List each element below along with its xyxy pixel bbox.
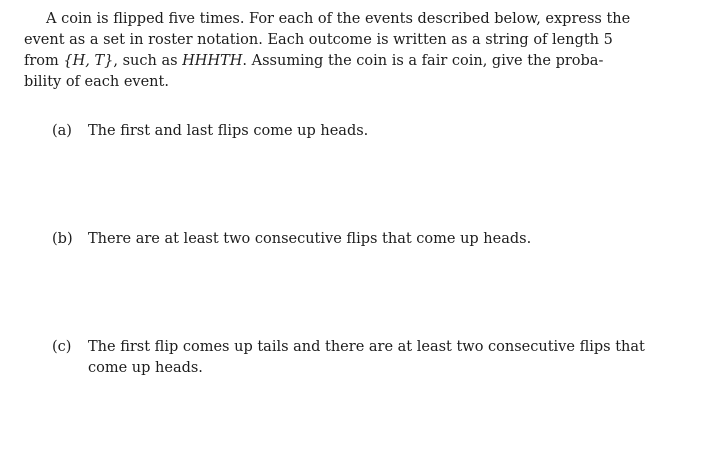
outcome-set-notation: {H, T} xyxy=(63,53,114,69)
example-outcome: HHHTH xyxy=(182,53,243,69)
statement-line-3 xyxy=(24,51,672,72)
part-c xyxy=(52,337,682,379)
statement-line-1: A coin is flipped five times. For each of the events described below, express the xyxy=(46,11,631,27)
part-c-text-continued: come up heads. xyxy=(88,360,203,376)
part-b-label: (b) xyxy=(52,231,73,247)
part-a-text: The first and last flips come up heads. xyxy=(88,123,369,139)
part-a xyxy=(52,121,682,142)
part-b-text: There are at least two consecutive flips that come up heads. xyxy=(88,231,532,247)
part-b xyxy=(52,229,682,250)
statement-line-3-part-b: , such as xyxy=(113,53,183,69)
part-c-label: (c) xyxy=(52,339,72,355)
statement-line-3-part-c: . Assuming the coin is a fair coin, give the proba- xyxy=(242,53,604,69)
part-a-label: (a) xyxy=(52,123,72,139)
statement-line-4: bility of each event. xyxy=(24,74,169,90)
statement-line-2: event as a set in roster notation. Each outcome is written as a string of length 5 xyxy=(24,32,613,48)
statement-line-3-part-a: from xyxy=(24,53,64,69)
problem-statement xyxy=(24,9,672,93)
part-c-text: The first flip comes up tails and there are at least two consecutive flips that xyxy=(88,339,645,355)
